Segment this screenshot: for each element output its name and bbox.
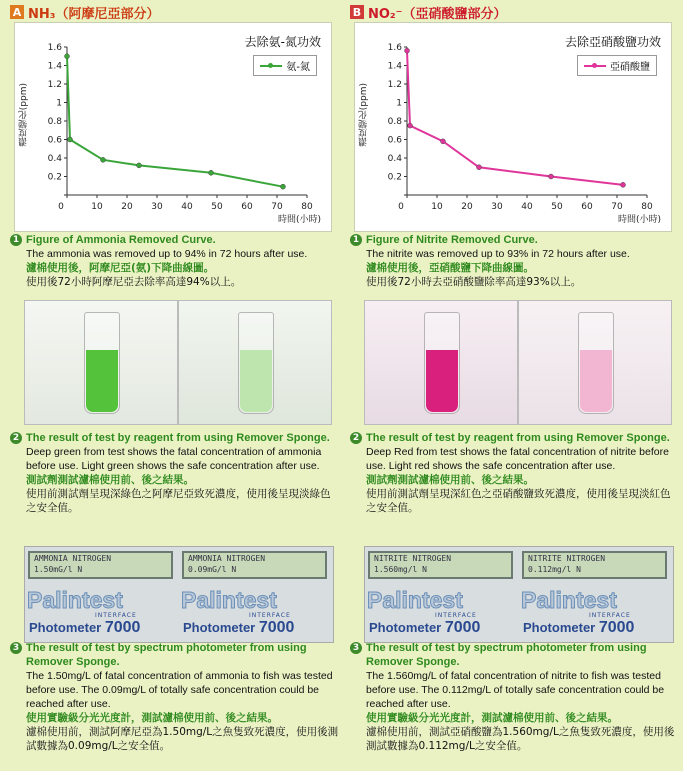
section-badge: A — [10, 5, 24, 19]
photometer-display — [24, 546, 334, 643]
x-tick-label: 30 — [491, 202, 503, 212]
data-point — [441, 139, 446, 144]
after-photo — [178, 300, 332, 425]
section-title: NO₂⁻（亞硝酸鹽部分） — [368, 6, 507, 22]
step-number: 2 — [350, 432, 362, 444]
data-point — [137, 163, 142, 168]
ammonia-column — [10, 0, 340, 771]
legend-label: 亞硝酸鹽 — [610, 62, 650, 73]
caption-english: The 1.50mg/L of fatal concentration of ammonia to fish was tested before use. The 0.09mg/L of totally safe concentration could be reached after use. — [26, 670, 333, 710]
x-tick-label: 10 — [91, 202, 103, 212]
x-tick-label: 80 — [641, 202, 653, 212]
data-point — [408, 123, 413, 128]
caption-title: The result of test by reagent from using Remover Sponge. — [26, 432, 330, 444]
y-tick-label: 0.6 — [387, 135, 402, 146]
test-tube — [84, 312, 120, 414]
chart-title: 去除氨-氮功效 — [244, 35, 321, 49]
lcd-line: AMMONIA NITROGEN — [188, 554, 266, 563]
lcd-after — [522, 551, 667, 579]
x-tick-label: 50 — [211, 202, 223, 212]
lcd-value: 1.50mG/l N — [34, 565, 83, 574]
y-tick-label: 1 — [56, 98, 62, 109]
data-point — [281, 184, 286, 189]
lcd-value: 0.09mG/l N — [188, 565, 237, 574]
y-tick-label: 0.8 — [47, 117, 62, 127]
caption-chinese: 濾棉使用前，測試亞硝酸鹽為1.560mg/L之魚隻致死濃度，使用後測試數據為0.112mg/L之安全值。 — [366, 726, 675, 752]
x-tick-label: 20 — [121, 202, 133, 212]
caption-english: The nitrite was removed up to 93% in 72 hours after use. — [366, 248, 630, 260]
caption-title: The result of test by reagent from using Remover Sponge. — [366, 432, 670, 444]
y-tick-label: 1.4 — [47, 61, 62, 72]
caption-english: Deep Red from test shows the fatal concentration of nitrite before use. Light red shows the safe concentration after use. — [366, 446, 669, 472]
step-number: 1 — [10, 234, 22, 246]
y-tick-label: 0.8 — [387, 117, 402, 127]
caption-chinese-heading: 使用實驗級分光光度計，測試濾棉使用前、後之結果。 — [366, 712, 618, 724]
caption-english: The ammonia was removed up to 94% in 72 hours after use. — [26, 248, 308, 260]
brand-logo: Palintest — [27, 587, 123, 613]
caption-2 — [352, 431, 680, 515]
y-tick-label: 1.6 — [47, 43, 62, 53]
x-tick-label: 40 — [521, 202, 533, 212]
lcd-line: NITRITE NITROGEN — [528, 554, 606, 563]
lcd-before — [368, 551, 513, 579]
section-header — [10, 3, 159, 21]
series-line — [67, 56, 283, 186]
lcd-value: 1.560mg/l N — [374, 565, 427, 574]
photometer-display — [364, 546, 674, 643]
interface-label: INTERFACE — [435, 612, 477, 619]
before-photo — [24, 300, 178, 425]
y-tick-label: 0.4 — [47, 154, 62, 164]
section-header — [350, 3, 507, 21]
caption-chinese-heading: 使用實驗級分光光度計，測試濾棉使用前、後之結果。 — [26, 712, 278, 724]
step-number: 1 — [350, 234, 362, 246]
section-title: NH₃（阿摩尼亞部分） — [28, 6, 160, 22]
x-tick-label: 80 — [301, 202, 313, 212]
x-tick-label: 70 — [271, 202, 283, 212]
caption-3 — [12, 641, 340, 753]
y-tick-label: 0.2 — [47, 172, 62, 183]
photometer-label: Photometer 7000 — [523, 619, 635, 636]
data-point — [209, 170, 214, 175]
caption-english: Deep green from test shows the fatal concentration of ammonia before use. Light green shows the safe concentration after use. — [26, 446, 322, 472]
caption-3 — [352, 641, 680, 753]
x-tick-label: 70 — [611, 202, 623, 212]
x-tick-label: 60 — [241, 202, 253, 212]
caption-title: The result of test by spectrum photometer from using Remover Sponge. — [366, 642, 647, 668]
test-tube — [424, 312, 460, 414]
data-point — [477, 165, 482, 170]
reagent-photos — [364, 300, 672, 425]
data-point — [101, 157, 106, 162]
after-photo — [518, 300, 672, 425]
caption-chinese-heading: 測試劑測試濾棉使用前、後之結果。 — [366, 474, 534, 486]
y-axis-label: 濃度變化(ppm) — [359, 83, 369, 147]
y-axis-label: 濃度變化(ppm) — [19, 83, 29, 147]
caption-1 — [352, 233, 680, 289]
x-axis-label: 時間(小時) — [617, 215, 661, 225]
data-point — [549, 174, 554, 179]
x-axis-label: 時間(小時) — [277, 215, 321, 225]
brand-logo: Palintest — [367, 587, 463, 613]
chart-title: 去除亞硝酸鹽功效 — [564, 35, 661, 49]
lcd-line: NITRITE NITROGEN — [374, 554, 452, 563]
caption-2 — [12, 431, 340, 515]
caption-chinese: 使用後72小時去亞硝酸鹽除率高達93%以上。 — [366, 276, 582, 288]
interface-label: INTERFACE — [589, 612, 631, 619]
caption-chinese: 使用前測試劑呈現深紅色之亞硝酸鹽致死濃度，使用後呈現淡紅色之安全值。 — [366, 488, 671, 514]
test-tube — [578, 312, 614, 414]
x-tick-label: 10 — [431, 202, 443, 212]
photometer-label: Photometer 7000 — [29, 619, 141, 636]
y-tick-label: 1 — [396, 98, 402, 109]
legend-label: 氨-氮 — [286, 62, 310, 73]
brand-logo: Palintest — [181, 587, 277, 613]
legend-swatch — [584, 65, 606, 67]
y-tick-label: 1.2 — [47, 80, 62, 90]
y-tick-label: 1.6 — [387, 43, 402, 53]
lcd-value: 0.112mg/l N — [528, 565, 581, 574]
caption-chinese: 濾棉使用前，測試阿摩尼亞為1.50mg/L之魚隻致死濃度，使用後測試數據為0.09mg/L之安全值。 — [26, 726, 339, 752]
y-tick-label: 0.2 — [387, 172, 402, 183]
caption-chinese: 使用前測試劑呈現深綠色之阿摩尼亞致死濃度，使用後呈現淡綠色之安全值。 — [26, 488, 331, 514]
photometer-label: Photometer 7000 — [183, 619, 295, 636]
caption-chinese-heading: 濾棉使用後，阿摩尼亞(氨)下降曲線圖。 — [26, 262, 215, 274]
x-tick-label: 0 — [58, 202, 64, 212]
interface-label: INTERFACE — [95, 612, 137, 619]
caption-chinese: 使用後72小時阿摩尼亞去除率高達94%以上。 — [26, 276, 242, 288]
x-tick-label: 30 — [151, 202, 163, 212]
caption-english: The 1.560mg/L of fatal concentration of nitrite to fish was tested before use. The 0.112mg/L of totally safe concentration could be reached after use. — [366, 670, 665, 710]
chart-legend — [253, 55, 317, 76]
caption-title: Figure of Ammonia Removed Curve. — [26, 234, 216, 246]
caption-1 — [12, 233, 340, 289]
step-number: 2 — [10, 432, 22, 444]
caption-title: The result of test by spectrum photometer from using Remover Sponge. — [26, 642, 307, 668]
nitrite-column — [350, 0, 680, 771]
x-tick-label: 20 — [461, 202, 473, 212]
x-tick-label: 40 — [181, 202, 193, 212]
data-point — [68, 137, 73, 142]
y-tick-label: 1.4 — [387, 61, 402, 72]
photometer-label: Photometer 7000 — [369, 619, 481, 636]
brand-logo: Palintest — [521, 587, 617, 613]
lcd-after — [182, 551, 327, 579]
x-tick-label: 0 — [398, 202, 404, 212]
x-tick-label: 60 — [581, 202, 593, 212]
legend-swatch — [260, 65, 282, 67]
y-tick-label: 1.2 — [387, 80, 402, 90]
lcd-line: AMMONIA NITROGEN — [34, 554, 112, 563]
x-tick-label: 50 — [551, 202, 563, 212]
caption-chinese-heading: 測試劑測試濾棉使用前、後之結果。 — [26, 474, 194, 486]
y-tick-label: 0.6 — [47, 135, 62, 146]
lcd-before — [28, 551, 173, 579]
step-number: 3 — [10, 642, 22, 654]
step-number: 3 — [350, 642, 362, 654]
test-tube — [238, 312, 274, 414]
caption-title: Figure of Nitrite Removed Curve. — [366, 234, 538, 246]
caption-chinese-heading: 濾棉使用後，亞硝酸鹽下降曲線圖。 — [366, 262, 534, 274]
data-point — [405, 48, 410, 53]
ammonia-chart — [14, 22, 332, 232]
chart-legend — [577, 55, 657, 76]
y-tick-label: 0.4 — [387, 154, 402, 164]
reagent-photos — [24, 300, 332, 425]
data-point — [621, 182, 626, 187]
data-point — [65, 54, 70, 59]
nitrite-chart — [354, 22, 672, 232]
section-badge: B — [350, 5, 364, 19]
interface-label: INTERFACE — [249, 612, 291, 619]
before-photo — [364, 300, 518, 425]
